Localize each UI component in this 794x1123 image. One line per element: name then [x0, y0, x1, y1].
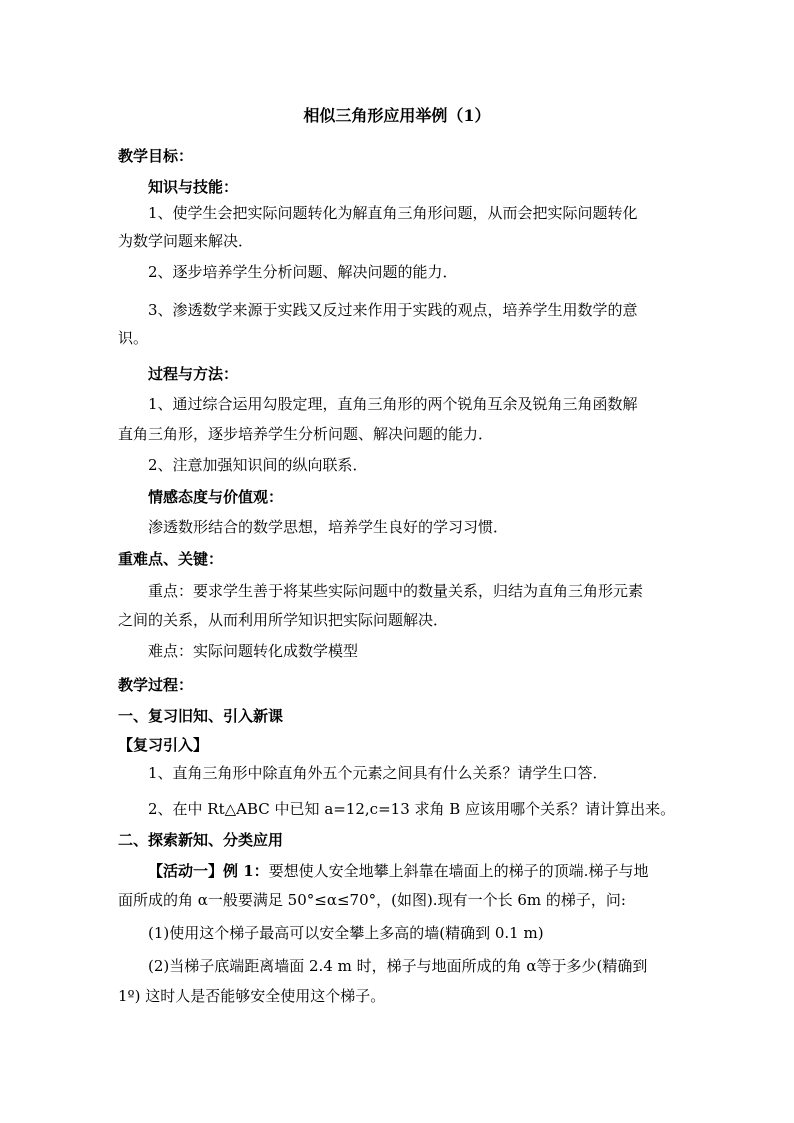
knowledge-item-1-line-2: 为数学问题来解决． — [118, 232, 254, 250]
activity-1-line-1 — [148, 861, 648, 881]
difficulty-point: 难点：实际问题转化成数学模型 — [148, 642, 359, 660]
process-item-1-line-2: 直角三角形，逐步培养学生分析问题、解决问题的能力． — [118, 425, 494, 443]
review-question-1: 1、直角三角形中除直角外五个元素之间具有什么关系？请学生口答． — [148, 764, 608, 782]
key-point-line-2: 之间的关系，从而利用所学知识把实际问题解决． — [118, 611, 449, 629]
knowledge-item-1-line-1: 1、使学生会把实际问题转化为解直角三角形问题，从而会把实际问题转化 — [148, 204, 638, 222]
key-point-line-1: 重点：要求学生善于将某些实际问题中的数量关系，归结为直角三角形元素 — [148, 582, 644, 600]
section-2-heading: 二、探索新知、分类应用 — [118, 831, 284, 849]
example-sub-question-2-line-1: (2)当梯子底端距离墙面 2.4 m 时，梯子与地面所成的角 α等于多少(精确到 — [148, 957, 648, 975]
example-sub-question-2-line-2: 1º) 这时人是否能够安全使用这个梯子。 — [118, 987, 386, 1005]
activity-1-text: 要想使人安全地攀上斜靠在墙面上的梯子的顶端.梯子与地 — [268, 862, 649, 880]
activity-1-line-2: 面所成的角 α一般要满足 50°≤α≤70°，(如图).现有一个长 6m 的梯子，问: — [118, 891, 626, 909]
example-sub-question-1: (1)使用这个梯子最高可以安全攀上多高的墙(精确到 0.1 m) — [148, 924, 544, 942]
process-method-heading: 过程与方法： — [148, 365, 239, 383]
process-item-2: 2、注意加强知识间的纵向联系． — [148, 456, 368, 474]
emotion-heading: 情感态度与价值观： — [148, 488, 284, 506]
knowledge-item-3-line-2: 识。 — [118, 329, 149, 347]
review-question-2: 2、在中 Rt△ABC 中已知 a=12,c=13 求角 B 应该用哪个关系？请计算出来。 — [148, 800, 676, 818]
section-1-heading: 一、复习旧知、引入新课 — [118, 707, 284, 725]
emotion-text: 渗透数形结合的数学思想，培养学生良好的学习习惯． — [148, 518, 509, 536]
goals-heading: 教学目标： — [118, 147, 194, 165]
page-title: 相似三角形应用举例（1） — [303, 106, 491, 125]
teaching-process-heading: 教学过程： — [118, 676, 194, 694]
section-1-subheading: 【复习引入】 — [118, 736, 209, 754]
knowledge-heading: 知识与技能： — [148, 178, 239, 196]
activity-1-label: 【活动一】例 1： — [148, 862, 269, 880]
knowledge-item-2: 2、逐步培养学生分析问题、解决问题的能力． — [148, 263, 458, 281]
process-item-1-line-1: 1、通过综合运用勾股定理，直角三角形的两个锐角互余及锐角三角函数解 — [148, 395, 638, 413]
knowledge-item-3-line-1: 3、渗透数学来源于实践又反过来作用于实践的观点，培养学生用数学的意 — [148, 301, 638, 319]
keypoints-heading: 重难点、关键： — [118, 550, 224, 568]
